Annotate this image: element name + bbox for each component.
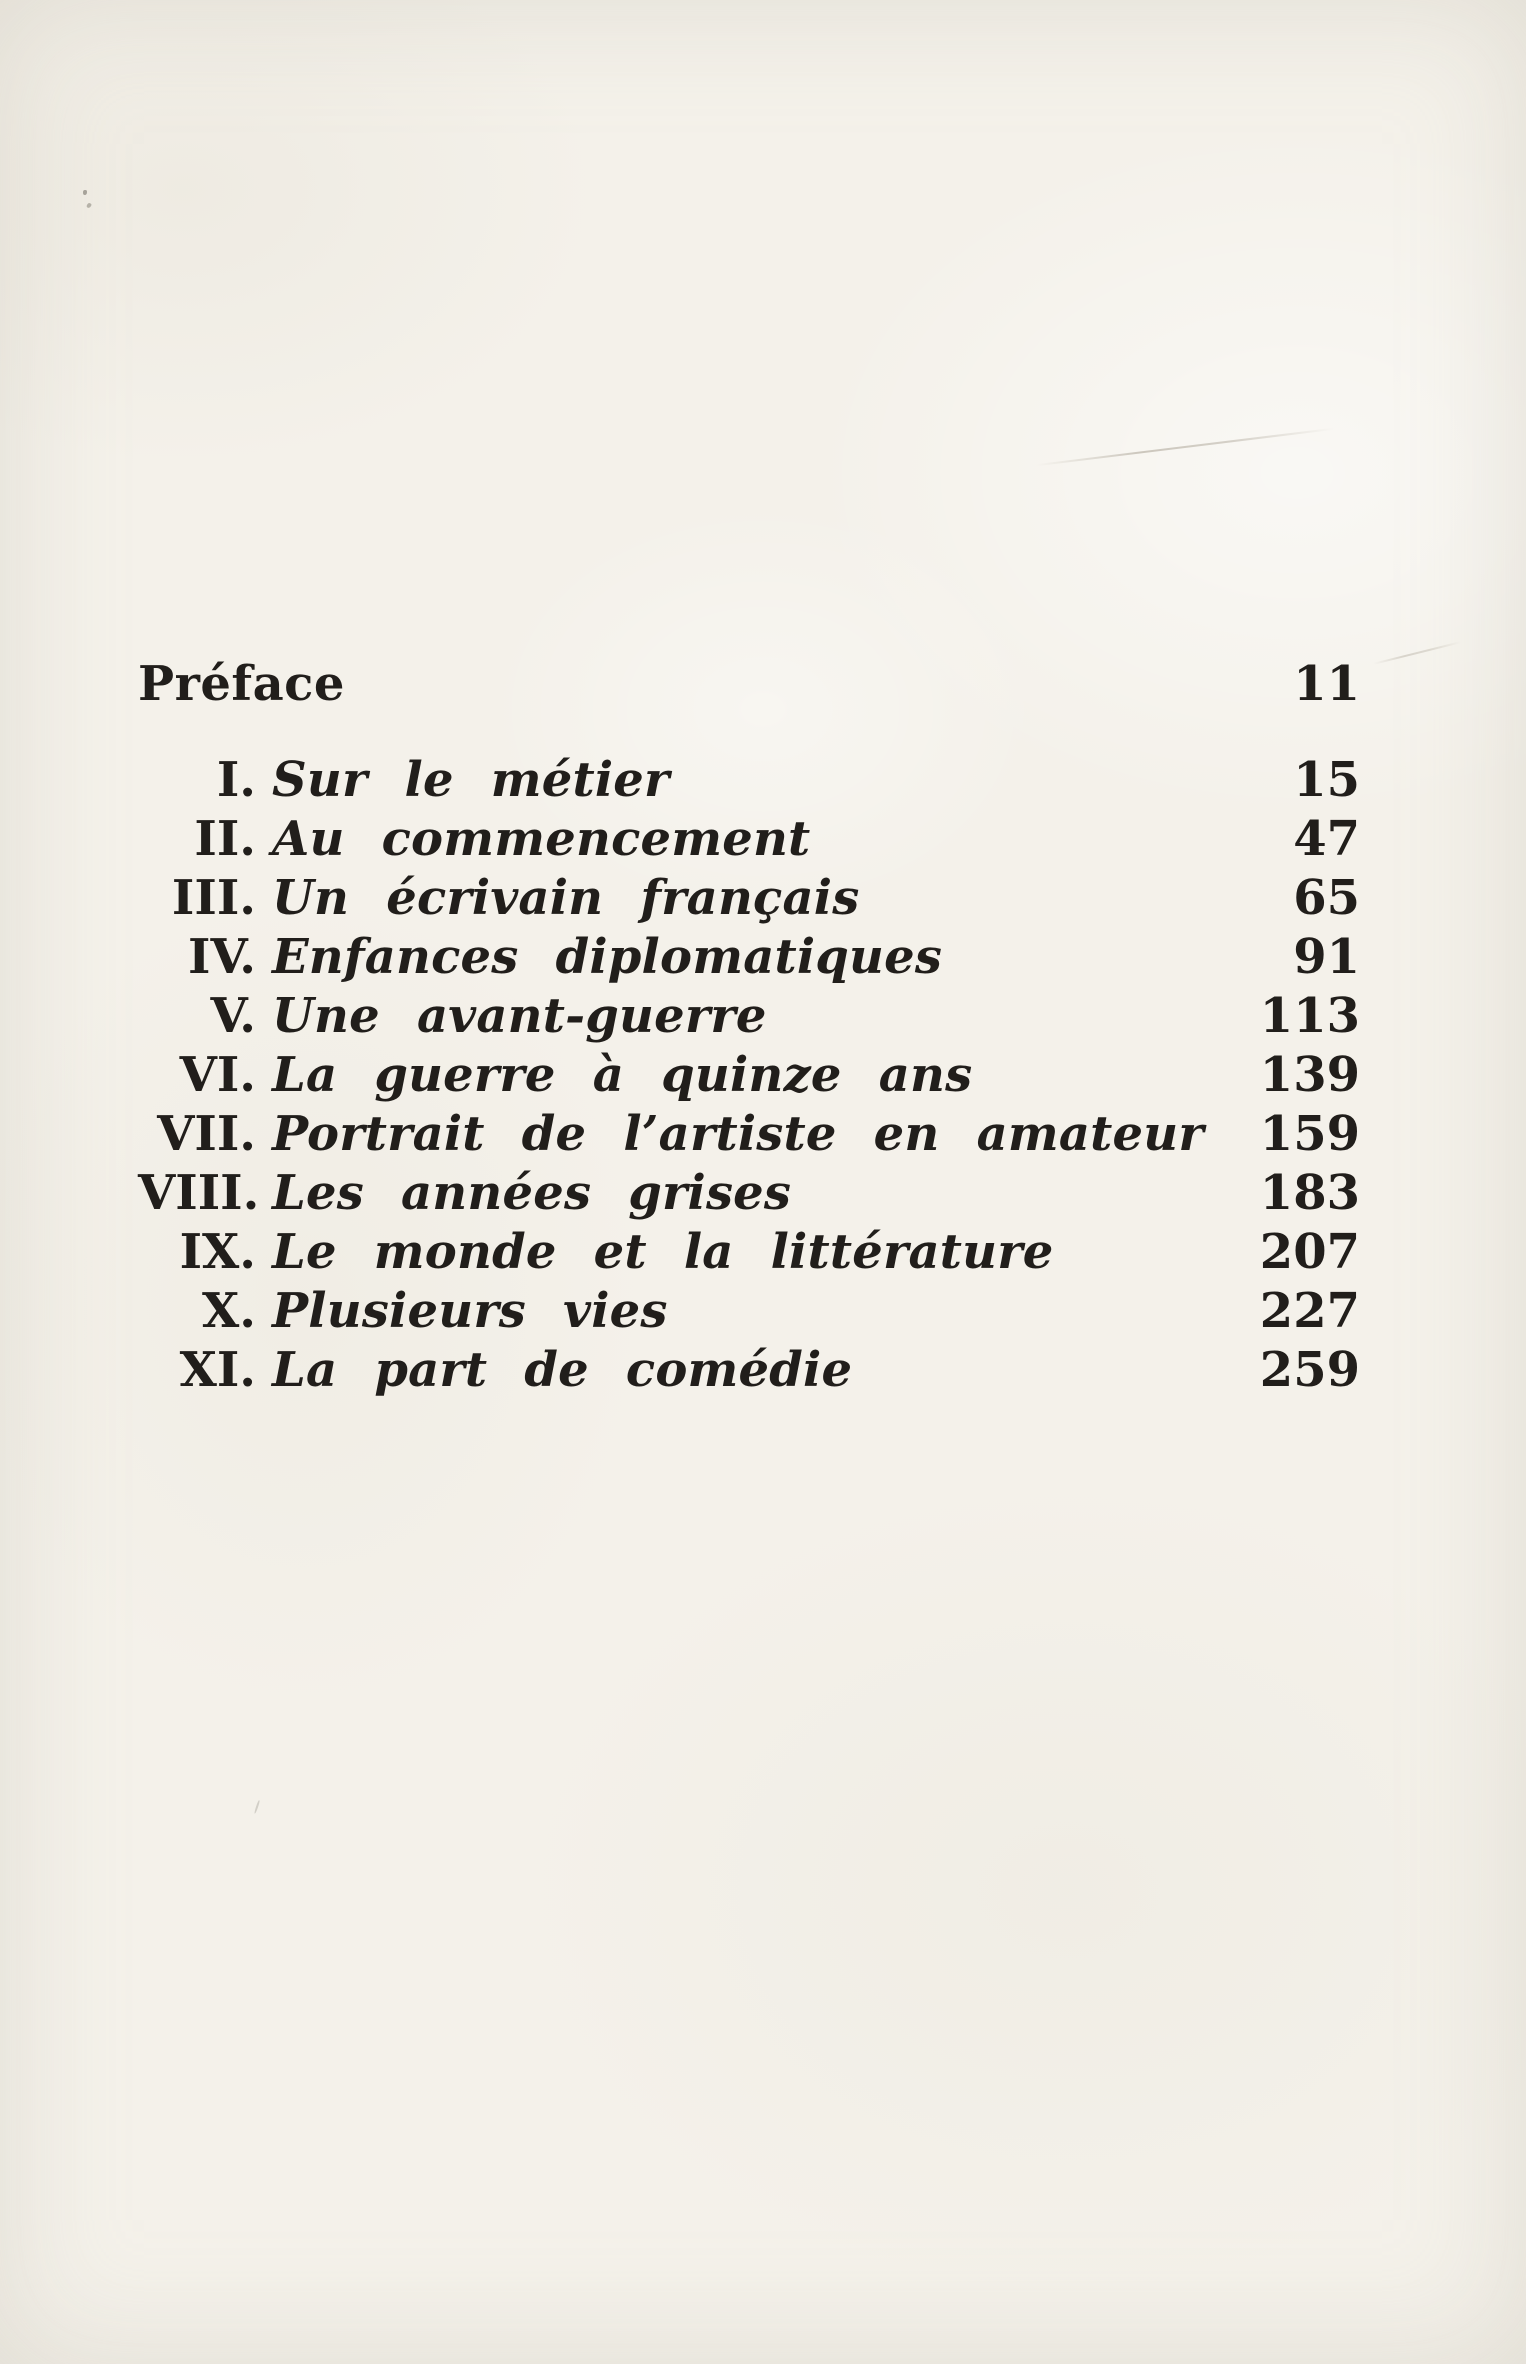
chapter-title: Enfances diplomatiques <box>272 929 943 985</box>
page-number: 227 <box>1259 1283 1360 1339</box>
toc-entry <box>138 1223 1360 1282</box>
toc-entry <box>138 1046 1360 1105</box>
page-number: 139 <box>1259 1047 1360 1103</box>
page-number: 159 <box>1259 1106 1360 1162</box>
page-number: 11 <box>1293 656 1360 712</box>
chapter-title: Les années grises <box>272 1165 792 1221</box>
chapter-numeral: III. <box>171 870 256 926</box>
chapter-numeral: IV. <box>187 929 256 985</box>
chapter-numeral: V. <box>210 988 256 1044</box>
toc-entry <box>138 928 1360 987</box>
page-number: 207 <box>1259 1224 1360 1280</box>
chapter-numeral: XI. <box>179 1342 256 1398</box>
chapter-title: La part de comédie <box>272 1342 853 1398</box>
preface-label: Préface <box>138 656 345 712</box>
toc-entry <box>138 1282 1360 1341</box>
toc-entry <box>138 1341 1360 1400</box>
chapter-numeral: I. <box>216 752 256 808</box>
toc-entry <box>138 810 1360 869</box>
chapter-title: Un écrivain français <box>272 870 860 926</box>
toc-entry <box>138 987 1360 1046</box>
chapter-title: Plusieurs vies <box>272 1283 668 1339</box>
toc-preface <box>138 655 1360 714</box>
chapter-title: Sur le métier <box>272 752 670 808</box>
page-number: 183 <box>1259 1165 1360 1221</box>
paper-speck <box>254 1800 260 1814</box>
chapter-title: Portrait de l’artiste en amateur <box>272 1106 1204 1162</box>
paper-crease <box>1373 641 1461 665</box>
chapter-title: Le monde et la littérature <box>272 1224 1054 1280</box>
paper-speck <box>86 202 92 208</box>
page-number: 259 <box>1259 1342 1360 1398</box>
paper-crease <box>1036 428 1334 467</box>
paper-speck <box>83 190 87 195</box>
chapter-numeral: VII. <box>157 1106 256 1162</box>
toc-entry <box>138 1105 1360 1164</box>
chapter-title: Au commencement <box>272 811 811 867</box>
chapter-numeral: VI. <box>179 1047 256 1103</box>
page-number: 113 <box>1259 988 1360 1044</box>
chapter-numeral: VIII. <box>138 1165 260 1221</box>
chapter-title: Une avant-guerre <box>272 988 767 1044</box>
chapter-title: La guerre à quinze ans <box>272 1047 973 1103</box>
toc-entry <box>138 869 1360 928</box>
toc-entry <box>138 1164 1360 1223</box>
toc-entry <box>138 751 1360 810</box>
chapter-numeral: II. <box>194 811 256 867</box>
chapter-numeral: IX. <box>179 1224 256 1280</box>
page-number: 15 <box>1293 752 1360 808</box>
chapter-numeral: X. <box>202 1283 256 1339</box>
table-of-contents <box>138 655 1360 1400</box>
page-number: 47 <box>1293 811 1360 867</box>
page-number: 91 <box>1293 929 1360 985</box>
page-number: 65 <box>1293 870 1360 926</box>
